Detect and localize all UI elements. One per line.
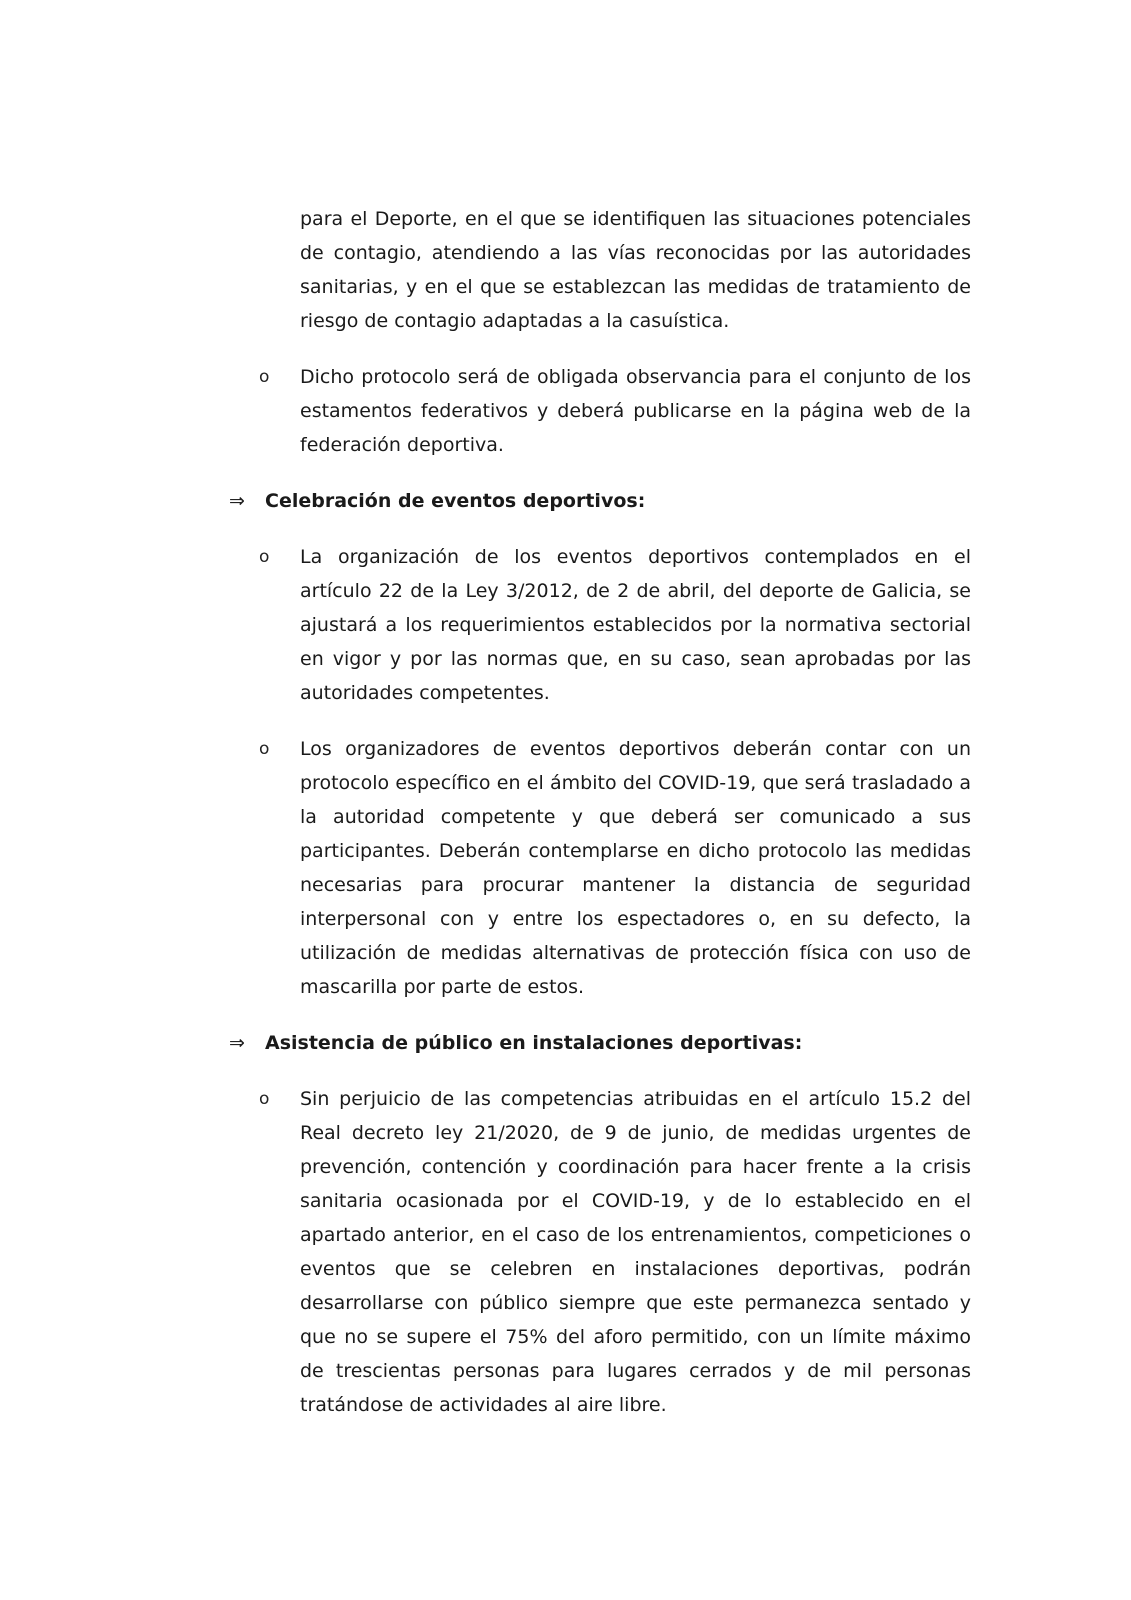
continued-paragraph: para el Deporte, en el que se identifiquen las situaciones potenciales de contagio, atendiendo a las vías reconocidas por las autoridades sanitarias, y en el que se establezcan las medidas de tratamiento de riesgo de contagio adaptadas a la casuística.: [300, 208, 971, 332]
list-item: [229, 540, 971, 710]
document-body: [229, 202, 971, 1422]
section-heading-text: Celebración de eventos deportivos:: [265, 490, 646, 512]
arrow-icon: ⇒: [229, 490, 245, 512]
list-item: [229, 732, 971, 1004]
section-heading-eventos: [229, 484, 971, 518]
arrow-icon: ⇒: [229, 1032, 245, 1054]
bullet-marker: o: [259, 547, 270, 567]
section-heading-publico: [229, 1026, 971, 1060]
list-item-text: Dicho protocolo será de obligada observancia para el conjunto de los estamentos federativos y deberá publicarse en la página web de la federación deportiva.: [300, 366, 971, 456]
section-heading-text: Asistencia de público en instalaciones deportivas:: [265, 1032, 803, 1054]
list-item-text: Los organizadores de eventos deportivos deberán contar con un protocolo específico en el ámbito del COVID-19, que será trasladado a la autoridad competente y que deberá ser comunicado a sus participantes. Deberán contemplarse en dicho protocolo las medidas necesarias para procurar mantener la distancia de seguridad interpersonal con y entre los espectadores o, en su defecto, la utilización de medidas alternativas de protección física con uso de mascarilla por parte de estos.: [300, 738, 971, 998]
list-item: [229, 1082, 971, 1422]
list-item-text: La organización de los eventos deportivos contemplados en el artículo 22 de la Ley 3/2012, de 2 de abril, del deporte de Galicia, se ajustará a los requerimientos establecidos por la normativa sectorial en vigor y por las normas que, en su caso, sean aprobadas por las autoridades competentes.: [300, 546, 971, 704]
list-item-text: Sin perjuicio de las competencias atribuidas en el artículo 15.2 del Real decreto ley 21/2020, de 9 de junio, de medidas urgentes de prevención, contención y coordinación para hacer frente a la crisis sanitaria ocasionada por el COVID-19, y de lo establecido en el apartado anterior, en el caso de los entrenamientos, competiciones o eventos que se celebren en instalaciones deportivas, podrán desarrollarse con público siempre que este permanezca sentado y que no se supere el 75% del aforo permitido, con un límite máximo de trescientas personas para lugares cerrados y de mil personas tratándose de actividades al aire libre.: [300, 1088, 971, 1416]
list-item: [229, 360, 971, 462]
bullet-marker: o: [259, 1089, 270, 1109]
bullet-marker: o: [259, 367, 270, 387]
bullet-marker: o: [259, 739, 270, 759]
